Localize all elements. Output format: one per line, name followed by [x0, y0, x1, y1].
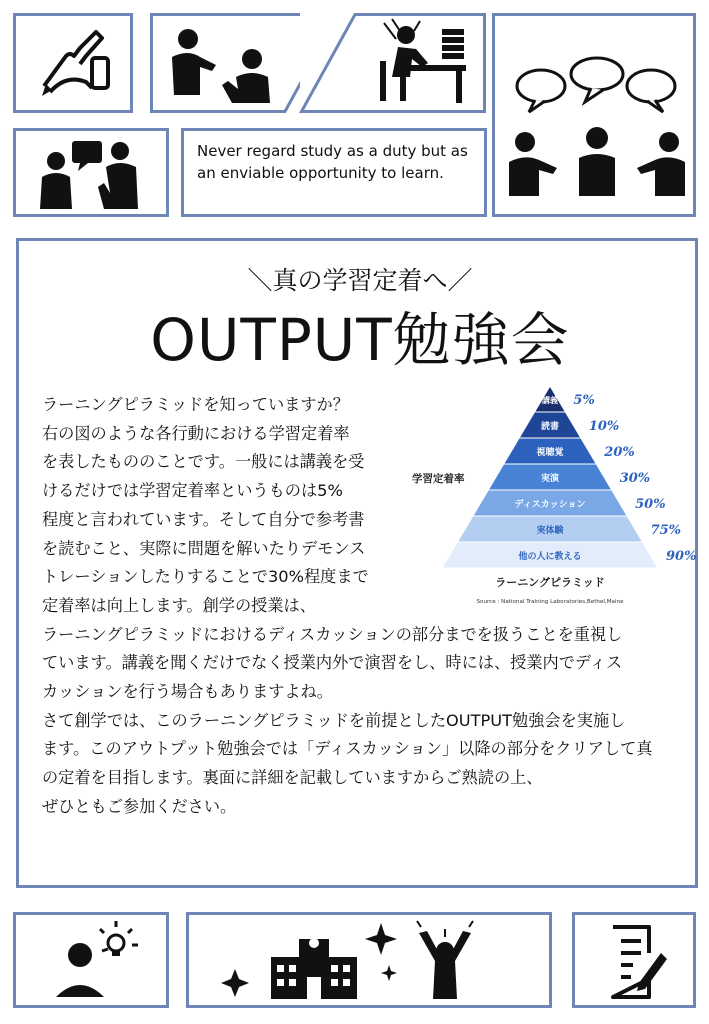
body-narrow-block	[42, 391, 397, 621]
body-line: ます。このアウトプット勉強会では「ディスカッション」以降の部分をクリアして真	[42, 739, 653, 759]
pyramid-level-percent: 20%	[604, 445, 635, 460]
body-line: ラーニングピラミッドを知っていますか？	[42, 395, 349, 414]
studying-at-desk-icon	[370, 19, 470, 109]
school-celebration-icon	[211, 921, 531, 1005]
pyramid-level-percent: 75%	[650, 523, 682, 538]
flyer-title: OUTPUT勉強会	[150, 306, 570, 374]
pyramid-level-label: ディスカッション	[514, 500, 586, 510]
learning-pyramid	[412, 384, 697, 609]
pyramid-level-percent: 30%	[619, 471, 651, 486]
body-line: トレーションしたりすることで30%程度まで	[42, 567, 369, 587]
pyramid-level-percent: 90%	[666, 549, 697, 564]
body-line: 定着率は向上します。創学の授業は、	[42, 595, 316, 615]
tutoring-icon	[160, 25, 290, 105]
pyramid-level-label: 実体験	[536, 526, 564, 536]
pyramid-level-label: 他の人に教える	[518, 552, 582, 562]
pyramid-level-percent: 50%	[635, 497, 666, 512]
body-line: ぜひともご参加ください。	[42, 796, 237, 816]
idea-panel	[13, 912, 169, 1008]
pyramid-level-label: 視聴覚	[536, 448, 564, 458]
group-discussion-icon	[499, 56, 695, 206]
pyramid-axis-label: 学習定着率	[412, 473, 465, 485]
body-line: けるだけでは学習定着率というものは5%	[42, 481, 343, 501]
body-wide-block	[42, 621, 682, 822]
pyramid-level-percent: 10%	[588, 419, 620, 434]
document-panel	[572, 912, 696, 1008]
flyer-subtitle: ＼真の学習定着へ／	[247, 266, 473, 295]
studying-panel	[300, 13, 486, 113]
body-line: カッションを行う場合もありますよね。	[42, 682, 333, 702]
body-line: ています。講義を聞くだけでなく授業内外で演習をし、時には、授業内でディス	[42, 653, 623, 673]
writing-panel	[13, 13, 133, 113]
pyramid-level-label: 講義	[542, 396, 558, 405]
school-panel	[186, 912, 552, 1008]
body-line: さて創学では、このラーニングピラミッドを前提としたOUTPUT勉強会を実施し	[42, 710, 626, 730]
writing-hand-icon	[36, 26, 116, 101]
pyramid-level-label: 実演	[540, 474, 560, 484]
document-edit-icon	[609, 923, 669, 1001]
body-line: の定着を目指します。裏面に詳細を記載していますからご熟読の上、	[42, 768, 543, 788]
quote-text: Never regard study as a duty but as an enviable opportunity to learn.	[197, 142, 468, 182]
discussion-panel	[492, 13, 696, 217]
pyramid-level-label: 読書	[540, 422, 560, 432]
body-line: ラーニングピラミッドにおけるディスカッションの部分までを扱うことを重視し	[42, 624, 623, 644]
pyramid-source: Source : National Training Laboratories,Bethel,Maine	[476, 599, 624, 605]
pyramid-caption: ラーニングピラミッド	[495, 576, 605, 589]
body-line: を表したもののことです。一般には講義を受	[42, 452, 365, 472]
body-line: を読むこと、実際に問題を解いたりデモンス	[42, 538, 366, 558]
presentation-panel	[13, 128, 169, 217]
presentation-icon	[34, 137, 152, 213]
body-line: 程度と言われています。そして自分で参考書	[42, 509, 365, 529]
pyramid-level-percent: 5%	[573, 393, 595, 408]
idea-person-icon	[40, 921, 150, 1005]
body-line: 右の図のような各行動における学習定着率	[42, 423, 350, 443]
